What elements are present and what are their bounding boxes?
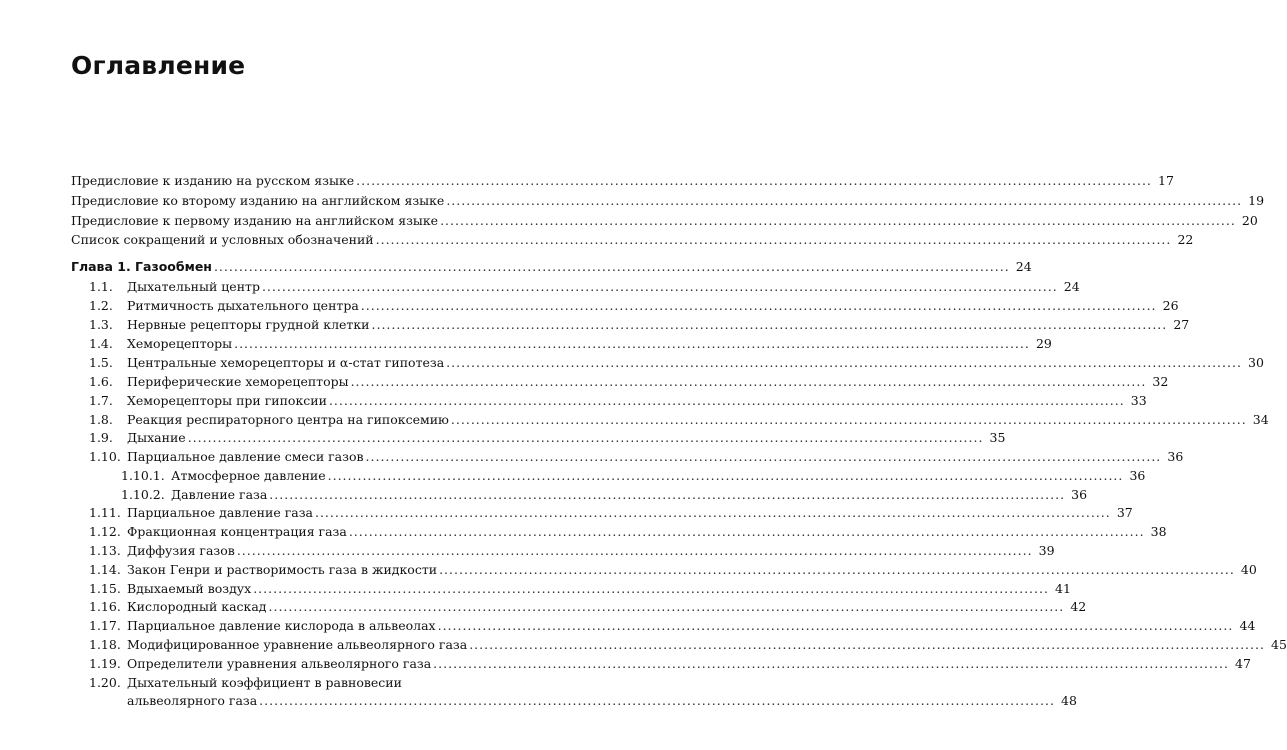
page-number: 27 (1173, 317, 1190, 332)
entry-title: Хеморецепторы при гипоксии (127, 393, 327, 408)
dot-leader (366, 447, 1162, 466)
dot-leader (188, 428, 984, 447)
toc-entry-section[interactable] (89, 372, 1169, 391)
page-title: Оглавление (71, 51, 246, 80)
toc-entry-section[interactable] (89, 296, 1179, 315)
page-number: 40 (1240, 562, 1257, 577)
section-number: 1.1. (89, 279, 113, 294)
entry-title: Закон Генри и растворимость газа в жидкости (127, 562, 438, 577)
toc-entry-preface-russian[interactable] (71, 171, 1174, 190)
section-number: 1.14. (89, 562, 121, 577)
section-number: 1.13. (89, 543, 121, 558)
page-number: 47 (1235, 656, 1251, 671)
section-number: 1.19. (89, 656, 121, 671)
entry-title: Вдыхаемый воздух (127, 581, 252, 596)
page-number: 32 (1152, 374, 1169, 389)
entry-title: Давление газа (171, 487, 268, 502)
page-number: 39 (1038, 543, 1055, 558)
section-number: 1.8. (89, 412, 113, 427)
entry-title: Периферические хеморецепторы (127, 374, 349, 389)
dot-leader (361, 296, 1157, 315)
dot-leader (446, 353, 1242, 372)
entry-title: Атмосферное давление (171, 468, 326, 483)
section-number: 1.2. (89, 298, 113, 313)
dot-leader (328, 466, 1124, 485)
page-number: 36 (1167, 449, 1184, 464)
section-number: 1.17. (89, 618, 121, 633)
section-number: 1.10.1. (121, 468, 165, 483)
dot-leader (351, 372, 1147, 391)
chapter-title: Глава 1. Газообмен (71, 259, 212, 274)
entry-title: Парциальное давление кислорода в альвеолах (127, 618, 436, 633)
dot-leader (259, 691, 1055, 710)
section-number: 1.16. (89, 599, 121, 614)
entry-title: Парциальное давление смеси газов (127, 449, 364, 464)
page-number: 17 (1158, 173, 1174, 188)
section-number: 1.10. (89, 449, 121, 464)
toc-entry-section[interactable] (89, 597, 1087, 616)
entry-title: Фракционная концентрация газа (127, 524, 347, 539)
page-number: 37 (1116, 505, 1133, 520)
toc-entry-section[interactable] (89, 503, 1133, 522)
entry-title: Нервные рецепторы грудной клетки (127, 317, 370, 332)
section-number: 1.12. (89, 524, 121, 539)
entry-title: Центральные хеморецепторы и α-стат гипотеза (127, 355, 445, 370)
section-number: 1.4. (89, 336, 113, 351)
entry-title: Ритмичность дыхательного центра (127, 298, 359, 313)
page-number: 20 (1241, 213, 1258, 228)
page-number: 30 (1248, 355, 1264, 370)
toc-entry-section[interactable] (89, 654, 1251, 673)
dot-leader (440, 211, 1236, 230)
entry-title: Дыхательный центр (127, 279, 260, 294)
toc-entry-section[interactable] (89, 353, 1264, 372)
toc-entry-section[interactable] (89, 410, 1269, 429)
page-number: 44 (1239, 618, 1256, 633)
toc-entry-section[interactable] (89, 541, 1055, 560)
dot-leader (372, 315, 1168, 334)
dot-leader (269, 597, 1065, 616)
toc-entry-section[interactable] (89, 315, 1190, 334)
toc-entry-section[interactable] (89, 447, 1184, 466)
page-number: 22 (1177, 232, 1194, 247)
section-number: 1.3. (89, 317, 113, 332)
entry-title: Модифицированное уравнение альвеолярного газа (127, 637, 468, 652)
dot-leader (438, 616, 1234, 635)
dot-leader (349, 522, 1145, 541)
toc-entry-section[interactable] (89, 579, 1071, 598)
page-number: 41 (1055, 581, 1071, 596)
toc-entry-section[interactable] (89, 522, 1167, 541)
entry-title: Парциальное давление газа (127, 505, 313, 520)
page-number: 29 (1035, 336, 1052, 351)
page-number: 36 (1129, 468, 1146, 483)
section-number: 1.18. (89, 637, 121, 652)
entry-title: Кислородный каскад (127, 599, 267, 614)
page-number: 42 (1070, 599, 1087, 614)
page-number: 24 (1063, 279, 1080, 294)
page-number: 45 (1271, 637, 1287, 652)
toc-entry-subsection[interactable] (121, 466, 1146, 485)
entry-title: Предисловие к первому изданию на английском языке (71, 213, 439, 228)
section-number: 1.7. (89, 393, 113, 408)
entry-title: Дыхание (127, 430, 186, 445)
dot-leader (451, 410, 1247, 429)
toc-entry-section[interactable] (89, 560, 1257, 579)
dot-leader (433, 654, 1229, 673)
dot-leader (469, 635, 1265, 654)
page-number: 35 (989, 430, 1006, 445)
toc-entry-section[interactable] (89, 428, 1006, 447)
page-number: 34 (1252, 412, 1269, 427)
toc-entry-section[interactable] (89, 635, 1287, 654)
dot-leader (329, 391, 1125, 410)
section-number: 1.20. (89, 675, 121, 690)
toc-entry-subsection[interactable] (121, 485, 1088, 504)
toc-entry-section[interactable] (89, 334, 1052, 353)
section-number: 1.11. (89, 505, 121, 520)
page-number: 24 (1015, 259, 1032, 274)
entry-title-continuation: альвеолярного газа (127, 693, 258, 708)
entry-title: Хеморецепторы (127, 336, 233, 351)
toc-entry-section[interactable] (89, 616, 1256, 635)
dot-leader (234, 334, 1030, 353)
toc-entry-preface-first-english[interactable] (71, 211, 1258, 230)
entry-title: Дыхательный коэффициент в равновесии (127, 675, 402, 690)
dot-leader (446, 191, 1242, 210)
entry-title: Предисловие ко второму изданию на английском языке (71, 193, 445, 208)
dot-leader (237, 541, 1033, 560)
toc-entry-section-line2[interactable] (89, 691, 1077, 710)
dot-leader (356, 171, 1152, 190)
section-number: 1.9. (89, 430, 113, 445)
entry-title: Реакция респираторного центра на гипоксемию (127, 412, 449, 427)
page-number: 38 (1150, 524, 1167, 539)
section-number: 1.10.2. (121, 487, 165, 502)
section-number: 1.5. (89, 355, 113, 370)
toc-entry-section[interactable] (89, 391, 1147, 410)
toc-entry-section[interactable] (89, 277, 1080, 296)
dot-leader (315, 503, 1111, 522)
dot-leader (269, 485, 1065, 504)
entry-title: Определители уравнения альвеолярного газа (127, 656, 432, 671)
page-number: 48 (1061, 693, 1077, 708)
page-number: 33 (1130, 393, 1147, 408)
toc-entry-section-line1[interactable] (89, 673, 515, 692)
toc-entry-preface-second-english[interactable] (71, 191, 1265, 210)
dot-leader (439, 560, 1235, 579)
section-number: 1.15. (89, 581, 121, 596)
dot-leader (214, 257, 1010, 276)
toc-entry-chapter-1[interactable] (71, 257, 1032, 276)
dot-leader (253, 579, 1049, 598)
dot-leader (376, 230, 1172, 249)
section-number: 1.6. (89, 374, 113, 389)
entry-title: Список сокращений и условных обозначений (71, 232, 374, 247)
toc-entry-abbreviations[interactable] (71, 230, 1194, 249)
page-number: 26 (1162, 298, 1179, 313)
entry-title: Диффузия газов (127, 543, 235, 558)
entry-title: Предисловие к изданию на русском языке (71, 173, 355, 188)
page-number: 36 (1071, 487, 1088, 502)
dot-leader (262, 277, 1058, 296)
page-number: 19 (1248, 193, 1265, 208)
